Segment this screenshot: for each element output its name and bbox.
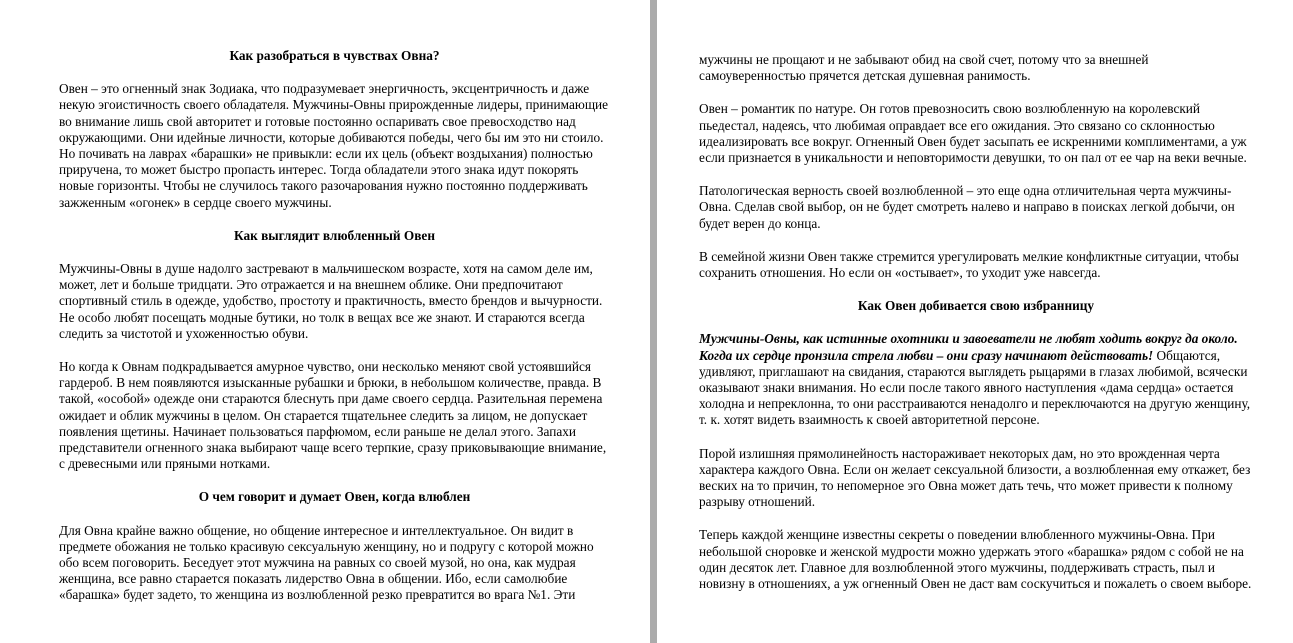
paragraph-rest: Общаются, удивляют, приглашают на свидания, стараются выглядеть рыцарями в глазах любимой, всячески оказывают знаки внимания. Но если после такого явного наступления «дама сердца» остается холодна и непреклонна, то они расстраиваются ненадолго и переключаются на другую женщину, т. к. хотят видеть взаимность к своей авторитетной персоне. <box>699 347 1251 428</box>
paragraph: Для Овна крайне важно общение, но общение интересное и интеллектуальное. Он видит в предмете обожания не только красивую сексуальную женщину, но и подругу с которой можно обо всем поговорить. Беседует этот мужчина на равных со своей музой, но она, как мудрая женщина, все равно старается показать лидерство Овна в общении. Ибо, если самолюбие «барашка» будет задето, то женщина из возлюбленной резко превратится во врага №1. Эти <box>59 522 594 603</box>
paragraph: Порой излишняя прямолинейность настораживает некоторых дам, но это врожденная черта характера каждого Овна. Если он желает сексуальной близости, а возлюбленная ему откажет, без веских на то причин, то непомерное эго Овна может дать течь, что может привести к полному разрыву отношений. <box>699 445 1251 510</box>
paragraph: В семейной жизни Овен также стремится урегулировать мелкие конфликтные ситуации, чтобы сохранить отношения. Но если он «остывает», то уходит уже навсегда. <box>699 248 1239 281</box>
section-heading: Как разобраться в чувствах Овна? <box>229 48 440 63</box>
paragraph: Мужчины-Овны в душе надолго застревают в мальчишеском возрасте, хотя на самом деле им, может, лет и больше тридцати. Это отражается и на внешнем облике. Они предпочитают спортивный стиль в одежде, удобство, простоту и практичность, вместо брендов и вычурности. Не особо любят посещать модные бутики, но толк в вещах все же знают. И стараются всегда следить за чистотой и ухоженностью обуви. <box>59 261 603 341</box>
section-heading: Как Овен добивается свою избранницу <box>857 298 1095 314</box>
paragraph: Овен – это огненный знак Зодиака, что подразумевает энергичность, эксцентричность и даже некую эгоистичность своего обладателя. Мужчины-Овны прирожденные лидеры, принимающие во внимание лишь свой авторитет и готовые постоянно оспаривать свое превосходство над окружающими. Они идейные личности, которые добиваются победы, чего бы им это ни стоило. Но почивать на лаврах «барашки» не привыкли: если их цель (объект воздыхания) полностью приручена, то может быстро пропасть интерес. Тогда обладатели этого знака идут покорять новые горизонты. Чтобы не случилось такого разочарования нужно постоянно поддерживать зажженным «огонек» в сердце своего мужчины. <box>59 81 609 210</box>
paragraph: Патологическая верность своей возлюбленной – это еще одна отличительная черта мужчины-Овна. Сделав свой выбор, он не будет смотреть налево и направо в поисках легкой добычи, он будет верен до конца. <box>699 183 1235 231</box>
paragraph-lead: Мужчины-Овны, как истинные охотники и завоеватели не любят ходить вокруг да около. Когда их сердце пронзила стрела любви – они сразу начинают действовать! <box>699 331 1238 363</box>
paragraph: Теперь каждой женщине известны секреты о поведении влюбленного мужчины-Овна. При небольшой сноровке и женской мудрости можно удержать этого «барашка» рядом с собой не на один десяток лет. Главное для возлюбленной этого мужчины, поддерживать страсть, пыл и новизну в отношениях, а уж огненный Овен не даст вам соскучиться и пожалеть о своем выборе. <box>699 527 1252 592</box>
document-page-right <box>657 0 1293 643</box>
paragraph: Но когда к Овнам подкрадывается амурное чувство, они несколько меняют свой устоявшийся гардероб. В нем появляются изысканные рубашки и брюки, в небольшом количестве, правда. В такой, «особой» одежде они стараются блеснуть при даме своего сердца. Разительная перемена ожидает и облик мужчины в целом. Он старается тщательнее следить за лицом, не допускает появления щетины. Начинает пользоваться парфюмом, если раньше не делал этого. Запахи представители огненного знака выбирают чаще всего терпкие, сразу приковывающие внимание, с древесными или пряными нотками. <box>59 359 607 472</box>
section-heading: О чем говорит и думает Овен, когда влюблен <box>198 489 471 505</box>
paragraph: Овен – романтик по натуре. Он готов превозносить свою возлюбленную на королевский пьедестал, надеясь, что любимая оправдает все его ожидания. Это связано со склонностью идеализировать все вокруг. Огненный Овен будет засыпать ее искренними комплиментами, а уж если признается в уникальности и неповторимости девушки, то он пал от ее чар на веки вечные. <box>699 101 1247 166</box>
section-heading: Как выглядит влюбленный Овен <box>233 227 435 243</box>
paragraph: мужчины не прощают и не забывают обид на свой счет, потому что за внешней самоуверенностью прячется детская душевная ранимость. <box>699 52 1149 84</box>
paragraph <box>699 331 1253 428</box>
